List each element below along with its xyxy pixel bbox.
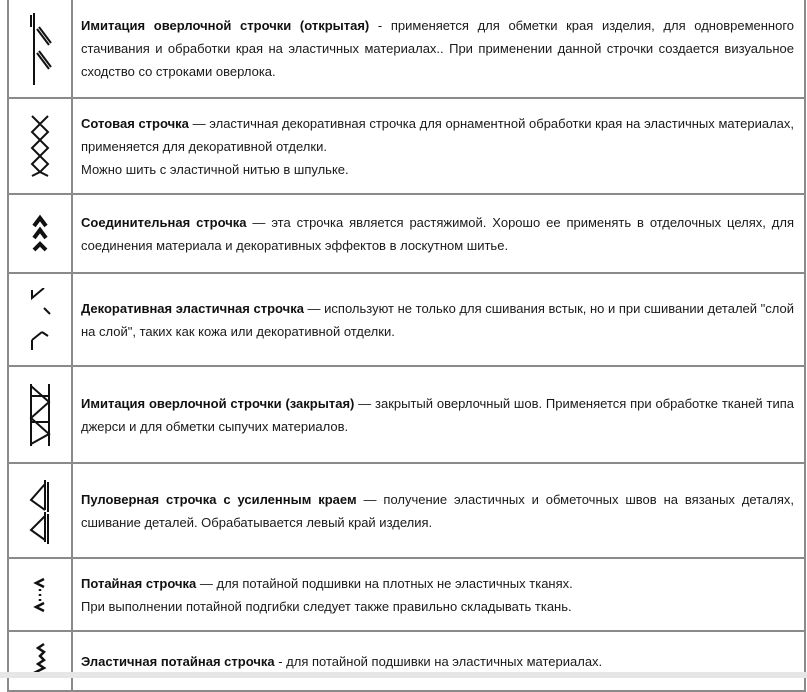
stitch-title: Потайная строчка xyxy=(81,575,197,591)
stitch-title: Пуловерная строчка с усиленным краем xyxy=(81,491,357,507)
table-row xyxy=(8,273,805,366)
overlock-open-stitch-icon xyxy=(28,9,52,89)
separator: — xyxy=(354,395,376,411)
description-text: эластичная декоративная строчка для орнаментной обработки края на эластичных материалах, применяется для декоративной отделки. xyxy=(81,115,795,154)
stitch-title: Соединительная строчка xyxy=(81,214,247,230)
icon-cell xyxy=(8,463,72,558)
table-row xyxy=(8,463,805,558)
bottom-edge xyxy=(0,672,807,678)
overlock-closed-stitch-icon xyxy=(27,382,53,448)
table-row xyxy=(8,366,805,463)
description-text: применяется для обметки края изделия, для одновременного стачивания и обработки края на эластичных материалах.. При применении данной строчки создается визуальное сходство со строками оверлока. xyxy=(81,18,795,79)
stitch-description xyxy=(72,98,805,194)
separator: - xyxy=(274,654,287,669)
stitch-title: Декоративная эластичная строчка xyxy=(81,300,304,316)
separator: — xyxy=(356,491,384,507)
stitch-description xyxy=(72,558,805,631)
separator: — xyxy=(196,575,217,591)
table-row xyxy=(8,631,805,691)
icon-cell xyxy=(8,194,72,273)
separator: - xyxy=(369,18,391,33)
description-text: закрытый оверлочный шов. Применяется при обработке тканей типа джерси и для обметки сыпучих материалов. xyxy=(81,395,794,434)
pullover-stitch-icon xyxy=(27,478,53,544)
separator: — xyxy=(188,115,210,131)
table-row xyxy=(8,558,805,631)
description-text: получение эластичных и обметочных швов на вязаных деталях, сшивание деталей. Обрабатывается левый край изделия. xyxy=(81,491,794,530)
stitch-description xyxy=(72,0,805,98)
separator: — xyxy=(246,214,272,230)
icon-cell xyxy=(8,273,72,366)
description-text: для потайной подшивки на эластичных материалах. xyxy=(286,654,603,669)
stitch-title: Эластичная потайная строчка xyxy=(81,654,275,669)
stitch-description xyxy=(72,194,805,273)
description-text: При выполнении потайной подгибки следует также правильно складывать ткань. xyxy=(81,598,572,614)
icon-cell xyxy=(8,0,72,98)
stitch-title: Сотовая строчка xyxy=(81,115,189,131)
stitch-title: Имитация оверлочной строчки (открытая) xyxy=(81,18,370,33)
table-row xyxy=(8,194,805,273)
table-row xyxy=(8,98,805,194)
table-row xyxy=(8,0,805,98)
icon-cell xyxy=(8,558,72,631)
icon-cell xyxy=(8,366,72,463)
description-text: эта строчка является растяжимой. Хорошо ее применять в отделочных целях, для соединения материала и декоративных эффектов в лоскутном шитье. xyxy=(81,214,794,253)
decorative-elastic-stitch-icon xyxy=(26,288,54,352)
description-text: используют не только для сшивания встык, но и при сшивании деталей "слой на слой", таких как кожа или декоративной отделки. xyxy=(81,300,794,339)
description-text: Можно шить с эластичной нитью в шпульке. xyxy=(81,161,349,177)
connecting-stitch-icon xyxy=(28,212,52,256)
icon-cell xyxy=(8,98,72,194)
blind-stitch-icon xyxy=(30,577,50,613)
stitch-description xyxy=(72,631,805,691)
honeycomb-stitch-icon xyxy=(28,114,52,178)
stitch-description xyxy=(72,366,805,463)
stitch-table xyxy=(7,0,806,692)
separator: — xyxy=(303,300,325,316)
stitch-description xyxy=(72,463,805,558)
stitch-title: Имитация оверлочной строчки (закрытая) xyxy=(81,395,355,411)
icon-cell xyxy=(8,631,72,691)
description-text: для потайной подшивки на плотных не эластичных тканях. xyxy=(216,575,573,591)
stitch-description xyxy=(72,273,805,366)
